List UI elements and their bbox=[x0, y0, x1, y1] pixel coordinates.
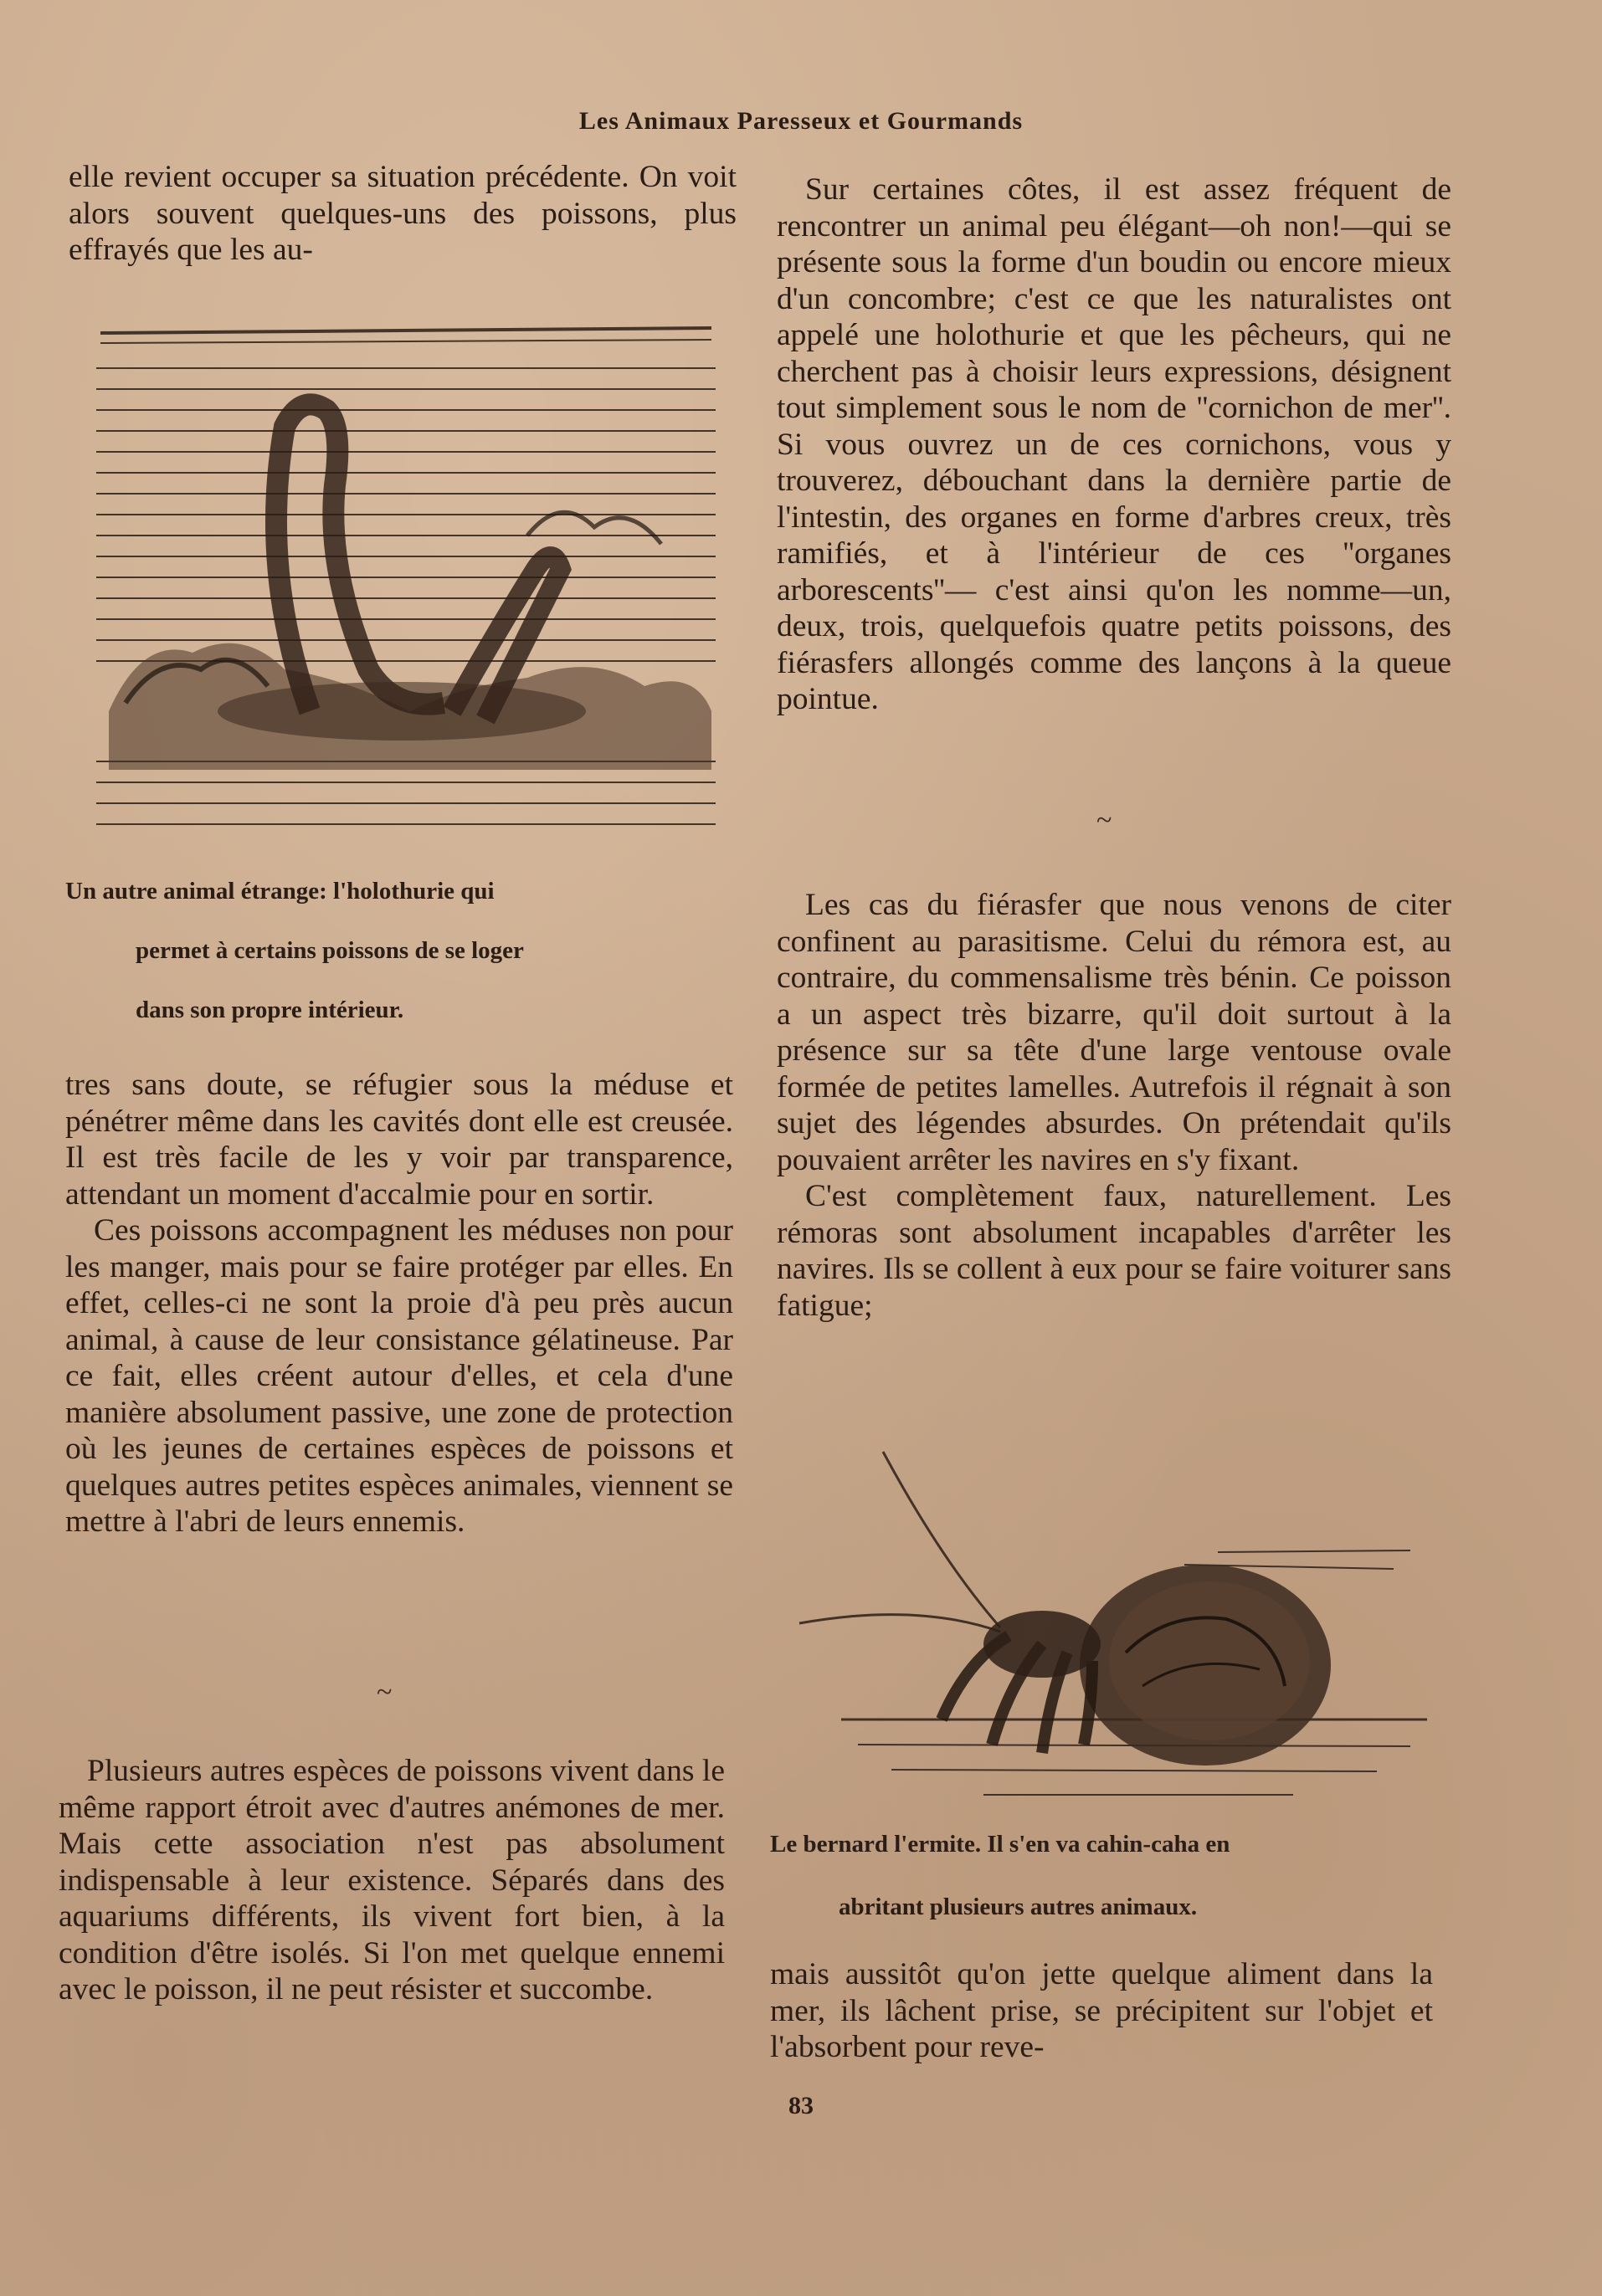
caption-line: dans son propre intérieur. bbox=[136, 997, 404, 1023]
right-middle-text bbox=[777, 887, 1451, 1324]
paragraph: Les cas du fiérasfer que nous venons de citer confinent au parasitisme. Celui du rémora est, au contraire, du commensalisme très bénin. Ce poisson a un aspect très bizarre, qu'il doit surtout à la présence sur sa tête d'une large ventouse ovale formée de petites lamelles. Autrefois il régnait à son sujet des légendes absurdes. On prétendait qu'ils pouvaient arrêter les navires en s'y fixant. bbox=[777, 888, 1451, 1177]
holothurian-illustration bbox=[92, 318, 720, 845]
ornament-divider: ~ bbox=[377, 1677, 393, 1708]
left-bottom-text bbox=[59, 1753, 725, 2008]
running-title: Les Animaux Paresseux et Gourmands bbox=[578, 107, 1024, 135]
paragraph: tres sans doute, se réfugier sous la méduse et pénétrer même dans les cavités dont elle est creusée. Il est très facile de les y voir par transparence, attendant un moment d'accalmie pour en sortir. bbox=[65, 1068, 733, 1212]
paragraph: mais aussitôt qu'on jette quelque aliment dans la mer, ils lâchent prise, se précipitent sur l'objet et l'absorbent pour reve- bbox=[770, 1957, 1433, 2064]
left-middle-text bbox=[65, 1067, 733, 1540]
paragraph: Ces poissons accompagnent les méduses non pour les manger, mais pour se faire protéger par elles. En effet, celles-ci ne sont la proie d'à peu près aucun animal, à cause de leur consistance gélatineuse. Par ce fait, elles créent autour d'elles, et cela d'une manière absolument passive, une zone de protection où les jeunes de certaines espèces de poissons et quelques autres petites espèces animales, viennent se mettre à l'abri de leurs ennemis. bbox=[65, 1213, 733, 1539]
paragraph: elle revient occuper sa situation précédente. On voit alors souvent quelques-uns des poissons, plus effrayés que les au- bbox=[69, 160, 737, 267]
ornament-divider: ~ bbox=[1096, 805, 1112, 836]
paragraph: C'est complètement faux, naturellement. Les rémoras sont absolument incapables d'arrêter les navires. Ils se collent à eux pour se faire voiturer sans fatigue; bbox=[777, 1179, 1451, 1323]
caption-line: Le bernard l'ermite. Il s'en va cahin-caha en bbox=[770, 1831, 1230, 1858]
hermit-crab-illustration bbox=[791, 1443, 1444, 1820]
caption-line: permet à certains poissons de se loger bbox=[136, 937, 524, 964]
right-bottom-text bbox=[770, 1956, 1433, 2066]
right-top-text bbox=[777, 172, 1451, 718]
paragraph: Plusieurs autres espèces de poissons vivent dans le même rapport étroit avec d'autres anémones de mer. Mais cette association n'est pas absolument indispensable à leur existence. Séparés dans des aquariums différents, ils vivent fort bien, à la condition d'être isolés. Si l'on met quelque ennemi avec le poisson, il ne peut résister et succombe. bbox=[59, 1754, 725, 2006]
left-figure-caption bbox=[65, 862, 735, 1040]
page-number: 83 bbox=[788, 2092, 814, 2119]
right-figure-caption bbox=[770, 1813, 1453, 1939]
caption-line: abritant plusieurs autres animaux. bbox=[839, 1894, 1198, 1920]
paragraph: Sur certaines côtes, il est assez fréquent de rencontrer un animal peu élégant—oh non!—qui se présente sous la forme d'un boudin ou encore mieux d'un concombre; c'est ce que les naturalistes ont appelé une holothurie et que les pêcheurs, qui ne cherchent pas à choisir leurs expressions, désignent tout simplement sous le nom de ''cornichon de mer''. Si vous ouvrez un de ces cornichons, vous y trouverez, débouchant dans la dernière partie de l'intestin, des organes en forme d'arbres creux, très ramifiés, et à l'intérieur de ces ''organes arborescents''— c'est ainsi qu'on les nomme—un, deux, trois, quelquefois quatre petits poissons, des fiérasfers allongés comme des lançons à la queue pointue. bbox=[777, 172, 1451, 716]
caption-line: Un autre animal étrange: l'holothurie qui bbox=[65, 878, 495, 905]
left-top-text bbox=[69, 159, 737, 269]
